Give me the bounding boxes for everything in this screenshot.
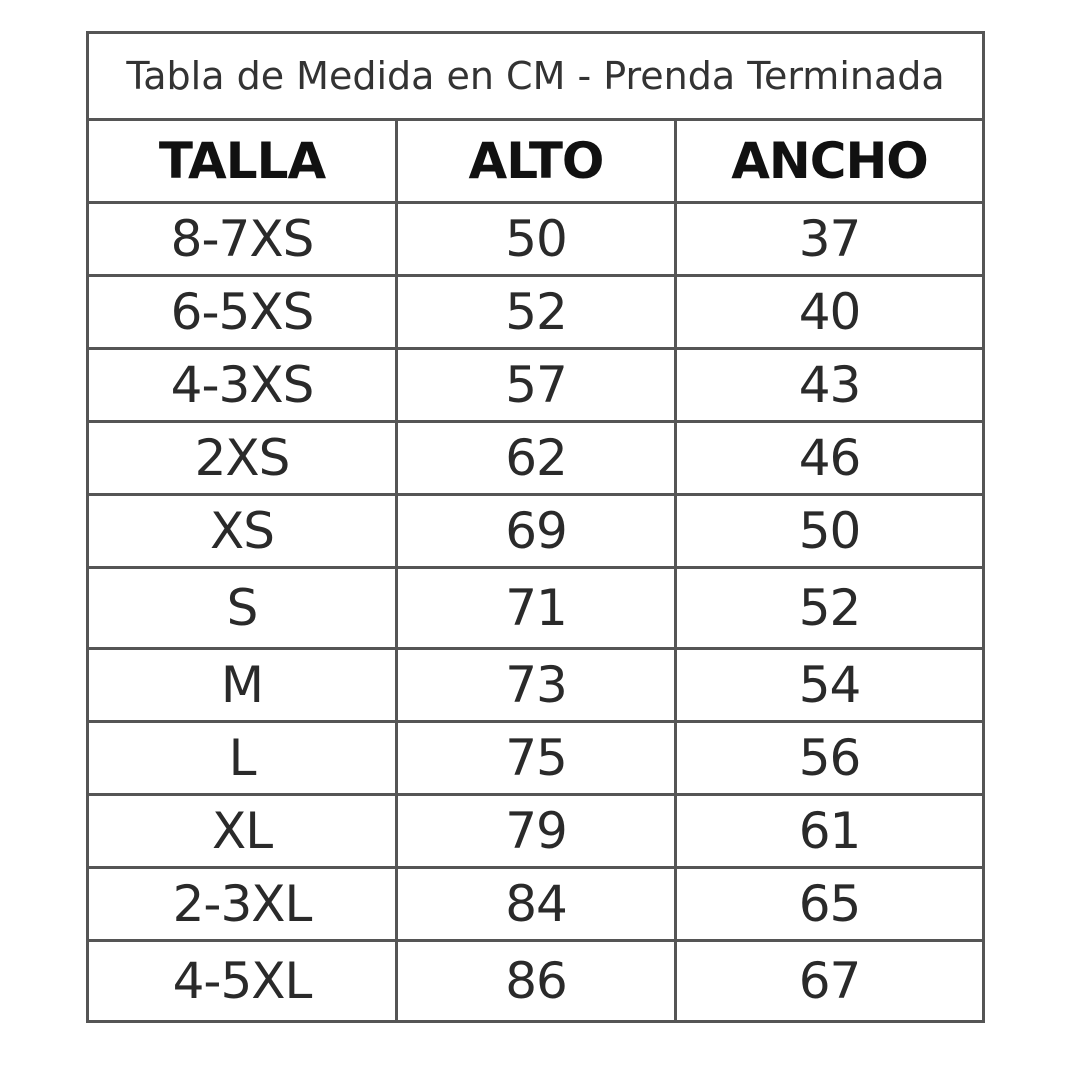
size-chart-table bbox=[86, 31, 985, 1023]
cell-talla: S bbox=[88, 568, 397, 649]
table-row bbox=[88, 422, 984, 495]
cell-talla: 8-7XS bbox=[88, 203, 397, 276]
cell-talla: XS bbox=[88, 495, 397, 568]
cell-ancho: 50 bbox=[676, 495, 984, 568]
cell-talla: 2-3XL bbox=[88, 868, 397, 941]
cell-ancho: 37 bbox=[676, 203, 984, 276]
cell-talla: 2XS bbox=[88, 422, 397, 495]
table-row bbox=[88, 649, 984, 722]
cell-ancho: 61 bbox=[676, 795, 984, 868]
cell-ancho: 56 bbox=[676, 722, 984, 795]
table-row bbox=[88, 495, 984, 568]
table-row bbox=[88, 722, 984, 795]
cell-ancho: 52 bbox=[676, 568, 984, 649]
cell-ancho: 46 bbox=[676, 422, 984, 495]
cell-alto: 52 bbox=[397, 276, 676, 349]
cell-ancho: 40 bbox=[676, 276, 984, 349]
table-row bbox=[88, 941, 984, 1022]
cell-talla: M bbox=[88, 649, 397, 722]
cell-alto: 57 bbox=[397, 349, 676, 422]
table-row bbox=[88, 349, 984, 422]
cell-alto: 79 bbox=[397, 795, 676, 868]
table-row bbox=[88, 276, 984, 349]
cell-alto: 86 bbox=[397, 941, 676, 1022]
header-alto: ALTO bbox=[397, 120, 676, 203]
cell-alto: 71 bbox=[397, 568, 676, 649]
cell-alto: 50 bbox=[397, 203, 676, 276]
header-talla: TALLA bbox=[88, 120, 397, 203]
cell-ancho: 65 bbox=[676, 868, 984, 941]
cell-talla: XL bbox=[88, 795, 397, 868]
header-ancho: ANCHO bbox=[676, 120, 984, 203]
table-header-row bbox=[88, 120, 984, 203]
cell-ancho: 54 bbox=[676, 649, 984, 722]
cell-talla: 4-3XS bbox=[88, 349, 397, 422]
table-row bbox=[88, 203, 984, 276]
table-row bbox=[88, 795, 984, 868]
cell-alto: 84 bbox=[397, 868, 676, 941]
cell-alto: 75 bbox=[397, 722, 676, 795]
cell-alto: 69 bbox=[397, 495, 676, 568]
table-title-row bbox=[88, 33, 984, 120]
cell-talla: L bbox=[88, 722, 397, 795]
table-title: Tabla de Medida en CM - Prenda Terminada bbox=[88, 33, 984, 120]
cell-alto: 73 bbox=[397, 649, 676, 722]
cell-ancho: 43 bbox=[676, 349, 984, 422]
table-row bbox=[88, 868, 984, 941]
cell-alto: 62 bbox=[397, 422, 676, 495]
table-row bbox=[88, 568, 984, 649]
cell-talla: 4-5XL bbox=[88, 941, 397, 1022]
cell-talla: 6-5XS bbox=[88, 276, 397, 349]
cell-ancho: 67 bbox=[676, 941, 984, 1022]
